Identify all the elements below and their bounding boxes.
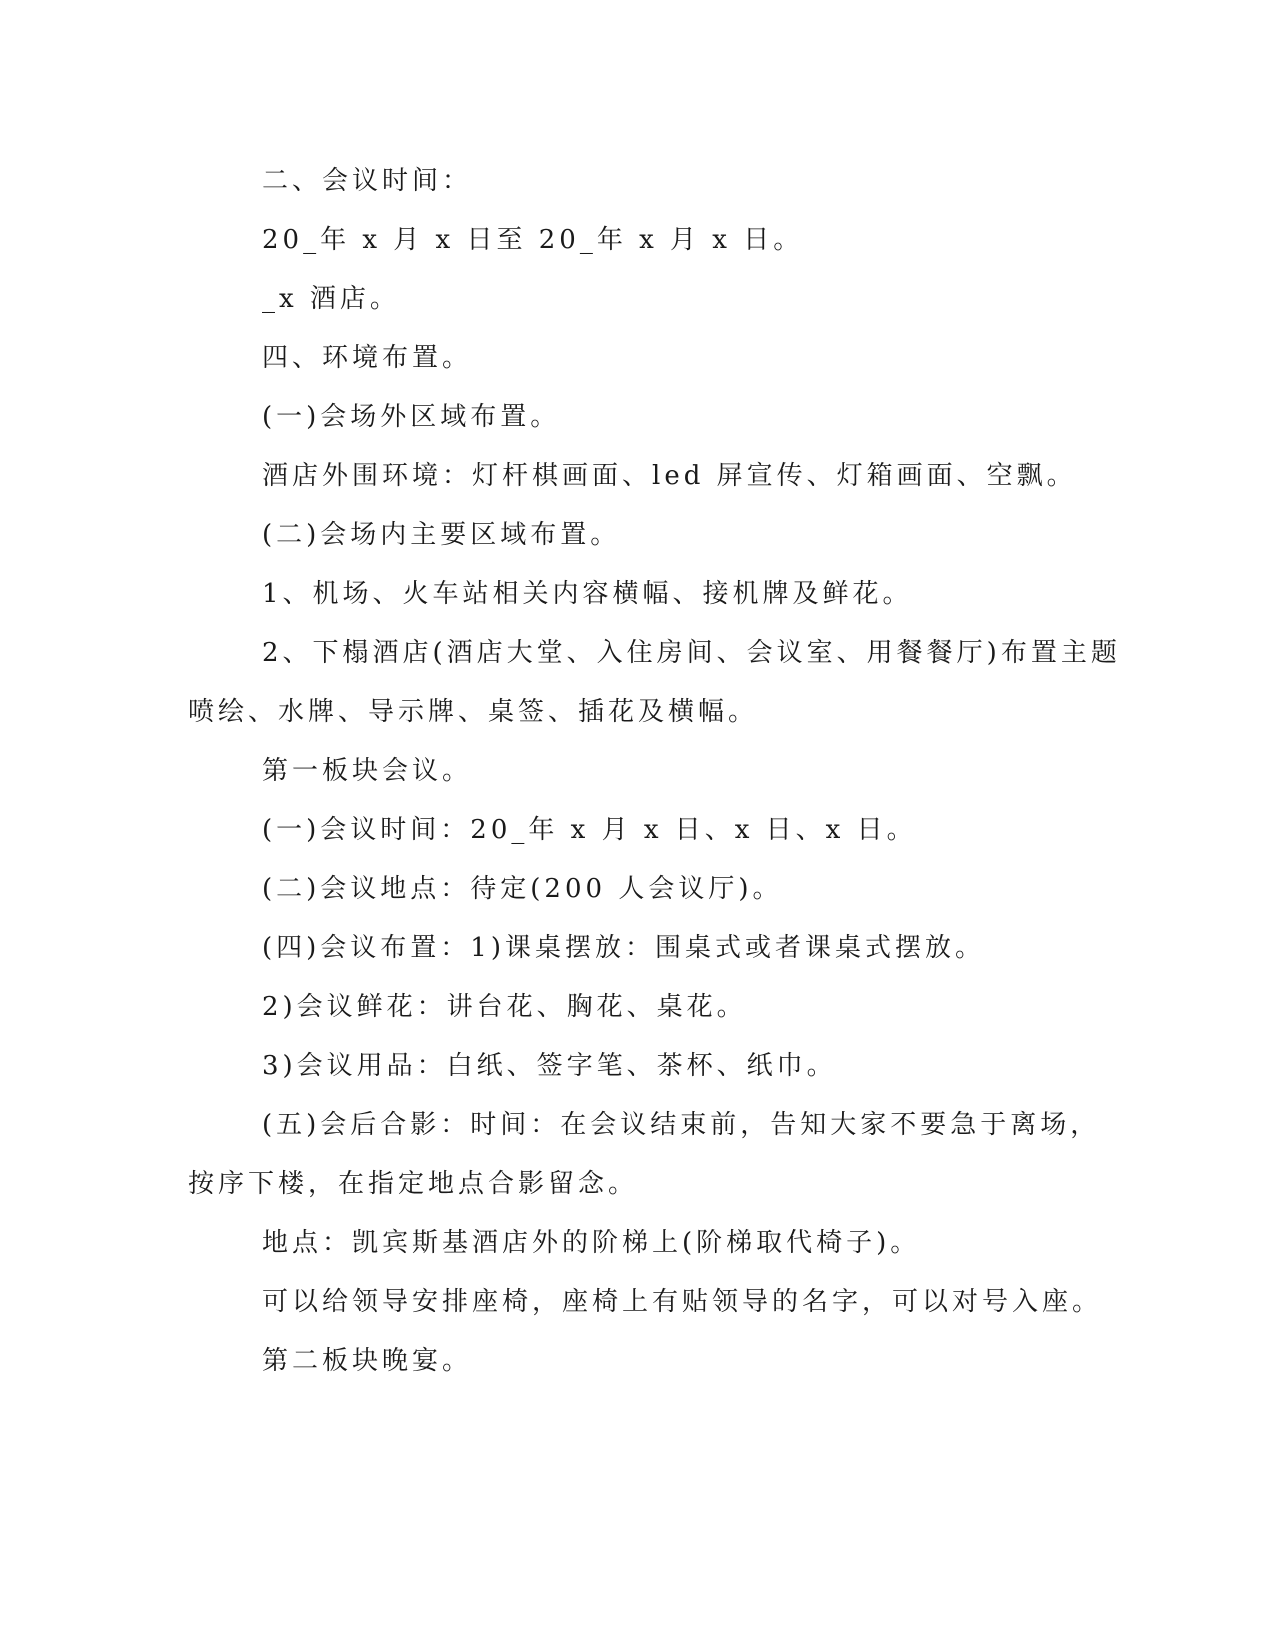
item-airport-station: 1、机场、火车站相关内容横幅、接机牌及鲜花。 bbox=[262, 579, 913, 609]
leader-seating-note: 可以给领导安排座椅，座椅上有贴领导的名字，可以对号入座。 bbox=[262, 1287, 1103, 1317]
hotel-exterior-environment: 酒店外围环境：灯杆棋画面、led 屏宣传、灯箱画面、空飘。 bbox=[262, 461, 1077, 491]
meeting-flowers-detail: 2)会议鲜花：讲台花、胸花、桌花。 bbox=[262, 992, 747, 1022]
meeting-date-range: 20_年 x 月 x 日至 20_年 x 月 x 日。 bbox=[262, 225, 804, 255]
heading-meeting-time: 二、会议时间： bbox=[262, 166, 473, 196]
meeting-location-detail: (二)会议地点：待定(200 人会议厅)。 bbox=[262, 874, 783, 904]
heading-section-two-banquet: 第二板块晚宴。 bbox=[262, 1346, 473, 1376]
meeting-supplies-detail: 3)会议用品：白纸、签字笔、茶杯、纸巾。 bbox=[262, 1051, 837, 1081]
group-photo-location: 地点：凯宾斯基酒店外的阶梯上(阶梯取代椅子)。 bbox=[262, 1228, 921, 1258]
heading-environment-setup: 四、环境布置。 bbox=[262, 343, 473, 373]
item-hotel-setup: 2、下榻酒店(酒店大堂、入住房间、会议室、用餐餐厅)布置主题 bbox=[262, 638, 1121, 668]
meeting-venue: _x 酒店。 bbox=[262, 284, 400, 314]
group-photo-time: (五)会后合影：时间：在会议结束前，告知大家不要急于离场， bbox=[262, 1110, 1101, 1140]
subheading-outdoor-area: (一)会场外区域布置。 bbox=[262, 402, 561, 432]
subheading-indoor-area: (二)会场内主要区域布置。 bbox=[262, 520, 621, 550]
heading-section-one-meeting: 第一板块会议。 bbox=[262, 756, 473, 786]
item-hotel-setup-continued: 喷绘、水牌、导示牌、桌签、插花及横幅。 bbox=[188, 697, 759, 727]
meeting-layout-detail: (四)会议布置：1)课桌摆放：围桌式或者课桌式摆放。 bbox=[262, 933, 985, 963]
meeting-time-detail: (一)会议时间：20_年 x 月 x 日、x 日、x 日。 bbox=[262, 815, 917, 845]
group-photo-time-continued: 按序下楼，在指定地点合影留念。 bbox=[188, 1169, 639, 1199]
